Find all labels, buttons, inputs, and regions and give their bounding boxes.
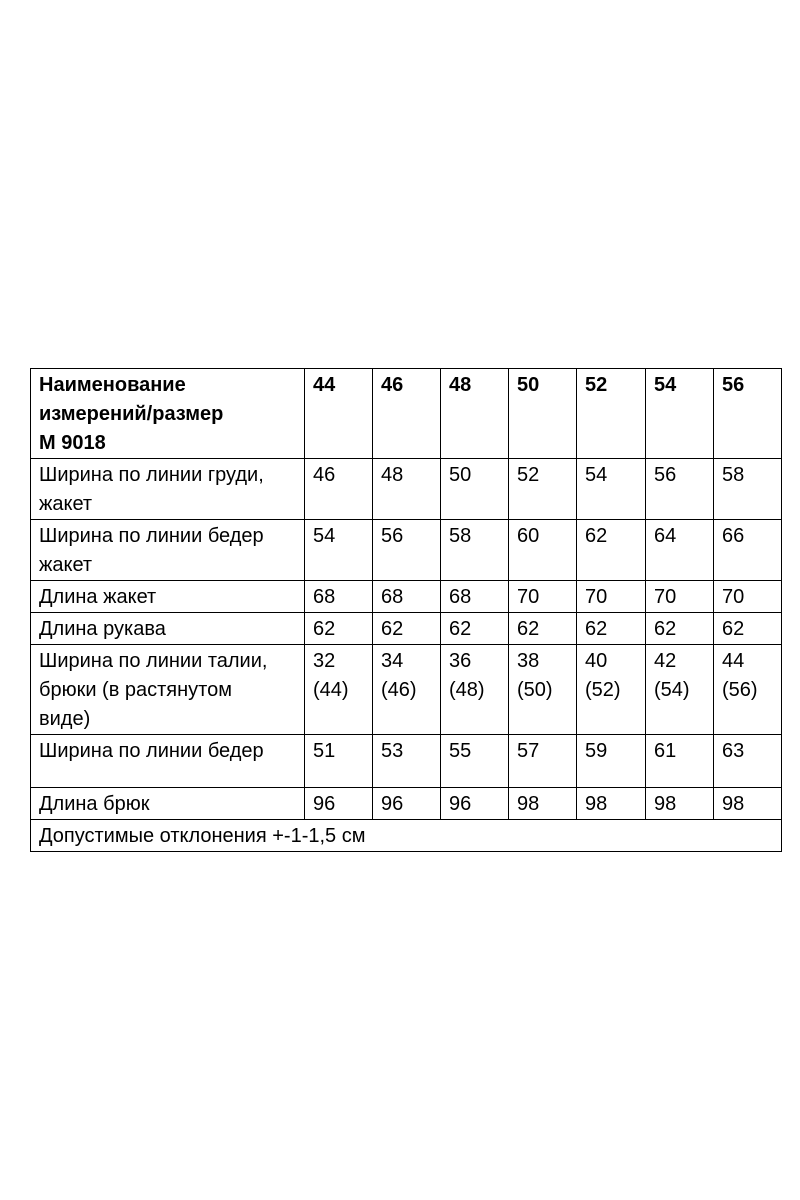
value-cell: 56 bbox=[646, 459, 714, 520]
value-cell: 62 bbox=[509, 613, 577, 645]
table-row bbox=[31, 613, 782, 645]
value-cell: 62 bbox=[714, 613, 782, 645]
table-row bbox=[31, 581, 782, 613]
table-row bbox=[31, 459, 782, 520]
row-label-cell: Длина рукава bbox=[31, 613, 305, 645]
value-cell: 98 bbox=[714, 788, 782, 820]
note-row bbox=[31, 820, 782, 852]
row-label-cell: Ширина по линии бедер bbox=[31, 735, 305, 788]
value-cell: 51 bbox=[305, 735, 373, 788]
size-chart-table bbox=[30, 368, 782, 852]
value-cell: 70 bbox=[646, 581, 714, 613]
value-cell: 62 bbox=[577, 520, 646, 581]
value-cell: 68 bbox=[373, 581, 441, 613]
row-label-cell: Длина жакет bbox=[31, 581, 305, 613]
size-header-cell: 50 bbox=[509, 369, 577, 459]
value-cell: 70 bbox=[509, 581, 577, 613]
value-cell: 96 bbox=[373, 788, 441, 820]
value-cell: 36 (48) bbox=[441, 645, 509, 735]
value-cell: 44 (56) bbox=[714, 645, 782, 735]
value-cell: 38 (50) bbox=[509, 645, 577, 735]
value-cell: 48 bbox=[373, 459, 441, 520]
value-cell: 58 bbox=[714, 459, 782, 520]
value-cell: 98 bbox=[509, 788, 577, 820]
value-cell: 50 bbox=[441, 459, 509, 520]
row-label-cell: Ширина по линии груди, жакет bbox=[31, 459, 305, 520]
value-cell: 96 bbox=[305, 788, 373, 820]
header-label-cell: Наименование измерений/размер M 9018 bbox=[31, 369, 305, 459]
value-cell: 34 (46) bbox=[373, 645, 441, 735]
table-row bbox=[31, 645, 782, 735]
value-cell: 70 bbox=[577, 581, 646, 613]
value-cell: 63 bbox=[714, 735, 782, 788]
value-cell: 66 bbox=[714, 520, 782, 581]
row-label-cell: Длина брюк bbox=[31, 788, 305, 820]
value-cell: 62 bbox=[577, 613, 646, 645]
value-cell: 55 bbox=[441, 735, 509, 788]
value-cell: 56 bbox=[373, 520, 441, 581]
value-cell: 64 bbox=[646, 520, 714, 581]
value-cell: 57 bbox=[509, 735, 577, 788]
size-header-cell: 56 bbox=[714, 369, 782, 459]
value-cell: 98 bbox=[646, 788, 714, 820]
table-row bbox=[31, 520, 782, 581]
size-header-cell: 46 bbox=[373, 369, 441, 459]
value-cell: 58 bbox=[441, 520, 509, 581]
row-label-cell: Ширина по линии бедер жакет bbox=[31, 520, 305, 581]
size-header-cell: 54 bbox=[646, 369, 714, 459]
value-cell: 62 bbox=[305, 613, 373, 645]
size-header-cell: 52 bbox=[577, 369, 646, 459]
value-cell: 40 (52) bbox=[577, 645, 646, 735]
value-cell: 46 bbox=[305, 459, 373, 520]
table-row bbox=[31, 735, 782, 788]
value-cell: 62 bbox=[373, 613, 441, 645]
value-cell: 54 bbox=[305, 520, 373, 581]
value-cell: 53 bbox=[373, 735, 441, 788]
value-cell: 70 bbox=[714, 581, 782, 613]
value-cell: 32 (44) bbox=[305, 645, 373, 735]
value-cell: 62 bbox=[441, 613, 509, 645]
table-row bbox=[31, 788, 782, 820]
value-cell: 61 bbox=[646, 735, 714, 788]
value-cell: 54 bbox=[577, 459, 646, 520]
value-cell: 59 bbox=[577, 735, 646, 788]
value-cell: 68 bbox=[305, 581, 373, 613]
tolerance-note: Допустимые отклонения +-1-1,5 см bbox=[31, 820, 782, 852]
value-cell: 68 bbox=[441, 581, 509, 613]
value-cell: 60 bbox=[509, 520, 577, 581]
value-cell: 98 bbox=[577, 788, 646, 820]
value-cell: 52 bbox=[509, 459, 577, 520]
value-cell: 62 bbox=[646, 613, 714, 645]
header-row bbox=[31, 369, 782, 459]
value-cell: 96 bbox=[441, 788, 509, 820]
row-label-cell: Ширина по линии талии, брюки (в растянутом виде) bbox=[31, 645, 305, 735]
value-cell: 42 (54) bbox=[646, 645, 714, 735]
size-header-cell: 44 bbox=[305, 369, 373, 459]
size-header-cell: 48 bbox=[441, 369, 509, 459]
